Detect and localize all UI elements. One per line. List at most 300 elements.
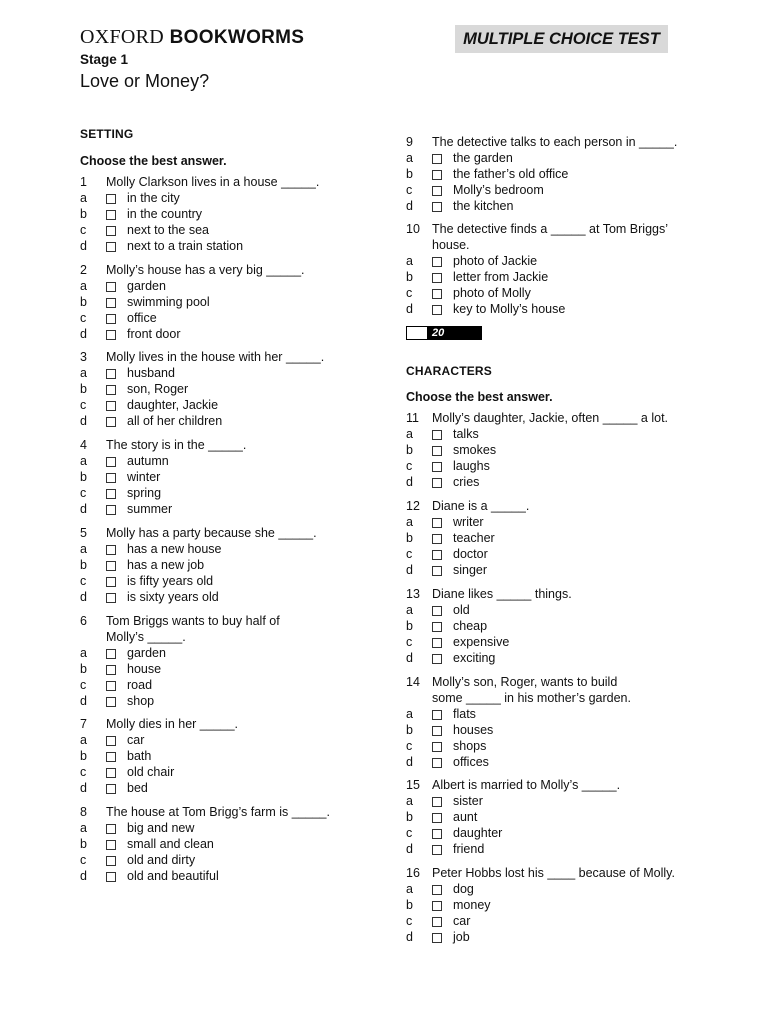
checkbox-icon[interactable] (106, 282, 116, 292)
option-letter: c (406, 739, 413, 753)
checkbox-icon[interactable] (106, 194, 116, 204)
answer-option[interactable] (80, 852, 370, 868)
question-number: 14 (406, 675, 420, 689)
question-number (406, 237, 432, 253)
option-text: smokes (453, 443, 497, 457)
checkbox-icon[interactable] (432, 726, 442, 736)
option-letter: d (80, 327, 87, 341)
question-line (80, 262, 370, 278)
option-letter: a (406, 427, 413, 441)
option-text: office (127, 311, 157, 325)
answer-option[interactable] (80, 413, 370, 429)
option-letter: a (80, 191, 87, 205)
option-text: garden (127, 646, 166, 660)
option-letter: b (406, 810, 413, 824)
option-text: cries (453, 475, 480, 489)
answer-option[interactable] (406, 897, 696, 913)
answer-option[interactable] (80, 573, 370, 589)
option-text: all of her children (127, 414, 223, 428)
option-letter: b (406, 619, 413, 633)
option-letter: c (80, 223, 87, 237)
question-text: Molly dies in her _____. (106, 717, 239, 731)
option-text: car (127, 733, 145, 747)
answer-option[interactable] (406, 809, 696, 825)
checkbox-icon[interactable] (432, 202, 442, 212)
answer-option[interactable] (406, 301, 696, 317)
question-line (80, 525, 370, 541)
question-text: Diane likes _____ things. (432, 587, 572, 601)
instruction-setting: Choose the best answer. (80, 154, 227, 168)
option-text: road (127, 678, 153, 692)
checkbox-icon[interactable] (106, 210, 116, 220)
answer-option[interactable] (80, 206, 370, 222)
answer-option[interactable] (406, 602, 696, 618)
test-type-banner: MULTIPLE CHOICE TEST (455, 25, 668, 53)
question-number: 8 (80, 805, 87, 819)
checkbox-icon[interactable] (106, 856, 116, 866)
checkbox-icon[interactable] (432, 710, 442, 720)
option-text: laughs (453, 459, 490, 473)
option-letter: a (80, 279, 87, 293)
checkbox-icon[interactable] (432, 622, 442, 632)
option-text: cheap (453, 619, 488, 633)
checkbox-icon[interactable] (432, 289, 442, 299)
option-letter: b (80, 558, 87, 572)
option-letter: d (406, 199, 413, 213)
option-letter: a (80, 646, 87, 660)
option-text: exciting (453, 651, 496, 665)
question-number: 12 (406, 499, 420, 513)
option-letter: d (406, 842, 413, 856)
answer-option[interactable] (406, 458, 696, 474)
option-text: has a new house (127, 542, 222, 556)
answer-option[interactable] (80, 469, 370, 485)
option-text: shop (127, 694, 155, 708)
answer-option[interactable] (80, 820, 370, 836)
option-text: old chair (127, 765, 175, 779)
option-letter: c (80, 398, 87, 412)
answer-option[interactable] (80, 732, 370, 748)
option-letter: c (406, 826, 413, 840)
question-line (80, 716, 370, 732)
option-letter: c (406, 286, 413, 300)
checkbox-icon[interactable] (106, 385, 116, 395)
option-letter: d (406, 755, 413, 769)
answer-option[interactable] (80, 748, 370, 764)
option-text: dog (453, 882, 474, 896)
option-text: summer (127, 502, 173, 516)
checkbox-icon[interactable] (106, 242, 116, 252)
answer-option[interactable] (80, 310, 370, 326)
checkbox-icon[interactable] (432, 534, 442, 544)
checkbox-icon[interactable] (432, 430, 442, 440)
checkbox-icon[interactable] (106, 593, 116, 603)
answer-option[interactable] (406, 562, 696, 578)
question-line (80, 174, 370, 190)
question-text: Molly’s daughter, Jackie, often _____ a lot. (432, 411, 669, 425)
question-text: Molly lives in the house with her _____. (106, 350, 325, 364)
checkbox-icon[interactable] (106, 768, 116, 778)
answer-option[interactable] (406, 514, 696, 530)
option-letter: c (80, 678, 87, 692)
checkbox-icon[interactable] (106, 505, 116, 515)
option-text: teacher (453, 531, 495, 545)
checkbox-icon[interactable] (106, 752, 116, 762)
answer-option[interactable] (406, 706, 696, 722)
checkbox-icon[interactable] (106, 697, 116, 707)
answer-option[interactable] (80, 278, 370, 294)
option-letter: b (80, 295, 87, 309)
question-number: 2 (80, 263, 87, 277)
checkbox-icon[interactable] (106, 840, 116, 850)
option-letter: d (406, 302, 413, 316)
checkbox-icon[interactable] (432, 742, 442, 752)
question-number: 16 (406, 866, 420, 880)
answer-option[interactable] (406, 929, 696, 945)
option-text: aunt (453, 810, 478, 824)
answer-option[interactable] (406, 881, 696, 897)
option-text: daughter, Jackie (127, 398, 219, 412)
answer-option[interactable] (80, 238, 370, 254)
question-12 (406, 498, 696, 578)
option-text: offices (453, 755, 489, 769)
option-text: the father’s old office (453, 167, 569, 181)
checkbox-icon[interactable] (432, 257, 442, 267)
question-text: some _____ in his mother’s garden. (432, 691, 631, 705)
option-text: next to a train station (127, 239, 244, 253)
option-letter: d (406, 563, 413, 577)
question-number: 15 (406, 778, 420, 792)
checkbox-icon[interactable] (432, 478, 442, 488)
option-letter: a (406, 707, 413, 721)
question-line (406, 410, 696, 426)
question-number: 5 (80, 526, 87, 540)
checkbox-icon[interactable] (432, 305, 442, 315)
question-text: Peter Hobbs lost his ____ because of Molly. (432, 866, 675, 880)
option-text: son, Roger (127, 382, 189, 396)
option-text: shops (453, 739, 487, 753)
option-letter: c (80, 311, 87, 325)
checkbox-icon[interactable] (106, 561, 116, 571)
checkbox-icon[interactable] (432, 845, 442, 855)
answer-option[interactable] (80, 294, 370, 310)
checkbox-icon[interactable] (432, 638, 442, 648)
checkbox-icon[interactable] (432, 566, 442, 576)
answer-option[interactable] (406, 530, 696, 546)
option-text: daughter (453, 826, 503, 840)
checkbox-icon[interactable] (106, 665, 116, 675)
option-letter: d (406, 651, 413, 665)
option-letter: a (80, 366, 87, 380)
answer-option[interactable] (80, 693, 370, 709)
answer-option[interactable] (406, 546, 696, 562)
checkbox-icon[interactable] (432, 758, 442, 768)
answer-option[interactable] (406, 426, 696, 442)
answer-option[interactable] (80, 677, 370, 693)
option-letter: b (406, 270, 413, 284)
option-text: the kitchen (453, 199, 514, 213)
option-text: in the city (127, 191, 180, 205)
brand-oxford: OXFORD (80, 26, 165, 48)
checkbox-icon[interactable] (106, 824, 116, 834)
marks-score-field[interactable] (406, 326, 428, 340)
option-text: car (453, 914, 471, 928)
option-text: photo of Molly (453, 286, 531, 300)
answer-option[interactable] (406, 253, 696, 269)
brand-bookworms: BOOKWORMS (169, 27, 305, 48)
answer-option[interactable] (80, 764, 370, 780)
option-letter: a (80, 821, 87, 835)
checkbox-icon[interactable] (432, 606, 442, 616)
checkbox-icon[interactable] (106, 473, 116, 483)
checkbox-icon[interactable] (432, 170, 442, 180)
option-letter: d (80, 590, 87, 604)
checkbox-icon[interactable] (106, 314, 116, 324)
option-letter: c (406, 547, 413, 561)
option-letter: b (80, 382, 87, 396)
question-text: house. (432, 238, 470, 252)
question-text: The story is in the _____. (106, 438, 247, 452)
question-line (80, 349, 370, 365)
answer-option[interactable] (406, 269, 696, 285)
checkbox-icon[interactable] (106, 681, 116, 691)
option-text: is sixty years old (127, 590, 219, 604)
answer-option[interactable] (406, 738, 696, 754)
checkbox-icon[interactable] (432, 154, 442, 164)
option-text: house (127, 662, 162, 676)
option-text: doctor (453, 547, 488, 561)
checkbox-icon[interactable] (432, 518, 442, 528)
option-text: key to Molly’s house (453, 302, 566, 316)
question-line (406, 690, 696, 706)
checkbox-icon[interactable] (106, 545, 116, 555)
option-text: flats (453, 707, 476, 721)
answer-option[interactable] (80, 190, 370, 206)
option-text: old (453, 603, 470, 617)
option-letter: b (80, 662, 87, 676)
answer-option[interactable] (406, 150, 696, 166)
option-letter: c (80, 853, 87, 867)
option-text: the garden (453, 151, 513, 165)
answer-option[interactable] (80, 589, 370, 605)
question-number (80, 629, 106, 645)
checkbox-icon[interactable] (432, 550, 442, 560)
answer-option[interactable] (406, 442, 696, 458)
checkbox-icon[interactable] (106, 417, 116, 427)
answer-option[interactable] (406, 841, 696, 857)
option-text: small and clean (127, 837, 214, 851)
checkbox-icon[interactable] (106, 226, 116, 236)
checkbox-icon[interactable] (432, 462, 442, 472)
answer-option[interactable] (80, 557, 370, 573)
option-text: winter (127, 470, 161, 484)
option-letter: a (406, 254, 413, 268)
question-number: 7 (80, 717, 87, 731)
answer-option[interactable] (80, 381, 370, 397)
option-text: Molly’s bedroom (453, 183, 544, 197)
option-letter: a (80, 733, 87, 747)
question-line (406, 498, 696, 514)
answer-option[interactable] (80, 485, 370, 501)
answer-option[interactable] (80, 836, 370, 852)
question-text: Tom Briggs wants to buy half of (106, 614, 280, 628)
question-number: 13 (406, 587, 420, 601)
answer-option[interactable] (406, 198, 696, 214)
checkbox-icon[interactable] (106, 369, 116, 379)
checkbox-icon[interactable] (432, 273, 442, 283)
option-letter: a (406, 151, 413, 165)
checkbox-icon[interactable] (106, 298, 116, 308)
option-text: has a new job (127, 558, 205, 572)
checkbox-icon[interactable] (106, 649, 116, 659)
checkbox-icon[interactable] (432, 885, 442, 895)
answer-option[interactable] (406, 182, 696, 198)
option-letter: c (80, 486, 87, 500)
marks-box (406, 326, 482, 353)
option-text: talks (453, 427, 479, 441)
option-text: garden (127, 279, 166, 293)
checkbox-icon[interactable] (106, 736, 116, 746)
question-line (80, 804, 370, 820)
option-letter: d (80, 502, 87, 516)
answer-option[interactable] (406, 634, 696, 650)
instruction-characters: Choose the best answer. (406, 390, 553, 404)
answer-option[interactable] (406, 166, 696, 182)
checkbox-icon[interactable] (432, 797, 442, 807)
question-number: 3 (80, 350, 87, 364)
option-letter: b (80, 470, 87, 484)
option-letter: c (406, 914, 413, 928)
option-letter: d (80, 239, 87, 253)
option-text: old and dirty (127, 853, 196, 867)
question-number: 10 (406, 222, 420, 236)
answer-option[interactable] (80, 326, 370, 342)
question-6 (80, 613, 370, 709)
answer-option[interactable] (406, 650, 696, 666)
question-number: 11 (406, 411, 419, 425)
question-9 (406, 134, 696, 214)
option-letter: a (406, 515, 413, 529)
option-letter: d (80, 869, 87, 883)
question-text: Albert is married to Molly’s _____. (432, 778, 621, 792)
answer-option[interactable] (80, 868, 370, 884)
question-4 (80, 437, 370, 517)
option-text: friend (453, 842, 485, 856)
option-letter: d (80, 414, 87, 428)
answer-option[interactable] (80, 645, 370, 661)
option-letter: a (80, 542, 87, 556)
checkbox-icon[interactable] (432, 813, 442, 823)
checkbox-icon[interactable] (432, 654, 442, 664)
answer-option[interactable] (406, 618, 696, 634)
option-text: old and beautiful (127, 869, 219, 883)
checkbox-icon[interactable] (432, 917, 442, 927)
question-number: 6 (80, 614, 87, 628)
checkbox-icon[interactable] (106, 489, 116, 499)
checkbox-icon[interactable] (106, 330, 116, 340)
option-text: job (453, 930, 470, 944)
answer-option[interactable] (80, 661, 370, 677)
checkbox-icon[interactable] (432, 829, 442, 839)
option-text: singer (453, 563, 488, 577)
answer-option[interactable] (406, 793, 696, 809)
question-text: Molly Clarkson lives in a house _____. (106, 175, 320, 189)
answer-option[interactable] (406, 913, 696, 929)
answer-option[interactable] (406, 754, 696, 770)
answer-option[interactable] (406, 825, 696, 841)
question-7 (80, 716, 370, 796)
option-text: money (453, 898, 491, 912)
brand-logo (80, 26, 304, 49)
checkbox-icon[interactable] (106, 784, 116, 794)
checkbox-icon[interactable] (106, 457, 116, 467)
option-letter: b (406, 167, 413, 181)
option-text: husband (127, 366, 175, 380)
checkbox-icon[interactable] (106, 577, 116, 587)
answer-option[interactable] (80, 365, 370, 381)
answer-option[interactable] (406, 474, 696, 490)
option-letter: d (406, 930, 413, 944)
question-text: Molly’s _____. (106, 630, 186, 644)
answer-option[interactable] (80, 780, 370, 796)
question-line (80, 613, 370, 629)
option-letter: c (406, 183, 413, 197)
option-text: spring (127, 486, 162, 500)
option-letter: a (406, 603, 413, 617)
question-line (406, 134, 696, 150)
option-letter: b (406, 898, 413, 912)
question-line (80, 629, 370, 645)
answer-option[interactable] (80, 501, 370, 517)
option-letter: b (406, 723, 413, 737)
option-letter: a (406, 794, 413, 808)
option-text: letter from Jackie (453, 270, 549, 284)
option-text: next to the sea (127, 223, 210, 237)
question-15 (406, 777, 696, 857)
checkbox-icon[interactable] (106, 401, 116, 411)
marks-label: 20 marks (428, 326, 482, 340)
checkbox-icon[interactable] (432, 901, 442, 911)
question-number: 9 (406, 135, 413, 149)
answer-option[interactable] (80, 453, 370, 469)
option-letter: b (406, 531, 413, 545)
answer-option[interactable] (80, 541, 370, 557)
checkbox-icon[interactable] (432, 186, 442, 196)
answer-option[interactable] (406, 285, 696, 301)
checkbox-icon[interactable] (432, 446, 442, 456)
question-3 (80, 349, 370, 429)
answer-option[interactable] (80, 222, 370, 238)
option-text: autumn (127, 454, 169, 468)
section-heading-setting: SETTING (80, 127, 134, 141)
option-letter: d (80, 781, 87, 795)
option-letter: c (406, 635, 413, 649)
answer-option[interactable] (80, 397, 370, 413)
option-text: writer (453, 515, 484, 529)
question-text: Molly’s house has a very big _____. (106, 263, 305, 277)
question-line (406, 237, 696, 253)
option-text: is fifty years old (127, 574, 214, 588)
option-text: photo of Jackie (453, 254, 538, 268)
section-heading-characters: CHARACTERS (406, 364, 492, 378)
option-text: big and new (127, 821, 195, 835)
checkbox-icon[interactable] (432, 933, 442, 943)
answer-option[interactable] (406, 722, 696, 738)
option-text: expensive (453, 635, 510, 649)
checkbox-icon[interactable] (106, 872, 116, 882)
question-line (80, 437, 370, 453)
option-letter: b (406, 443, 413, 457)
